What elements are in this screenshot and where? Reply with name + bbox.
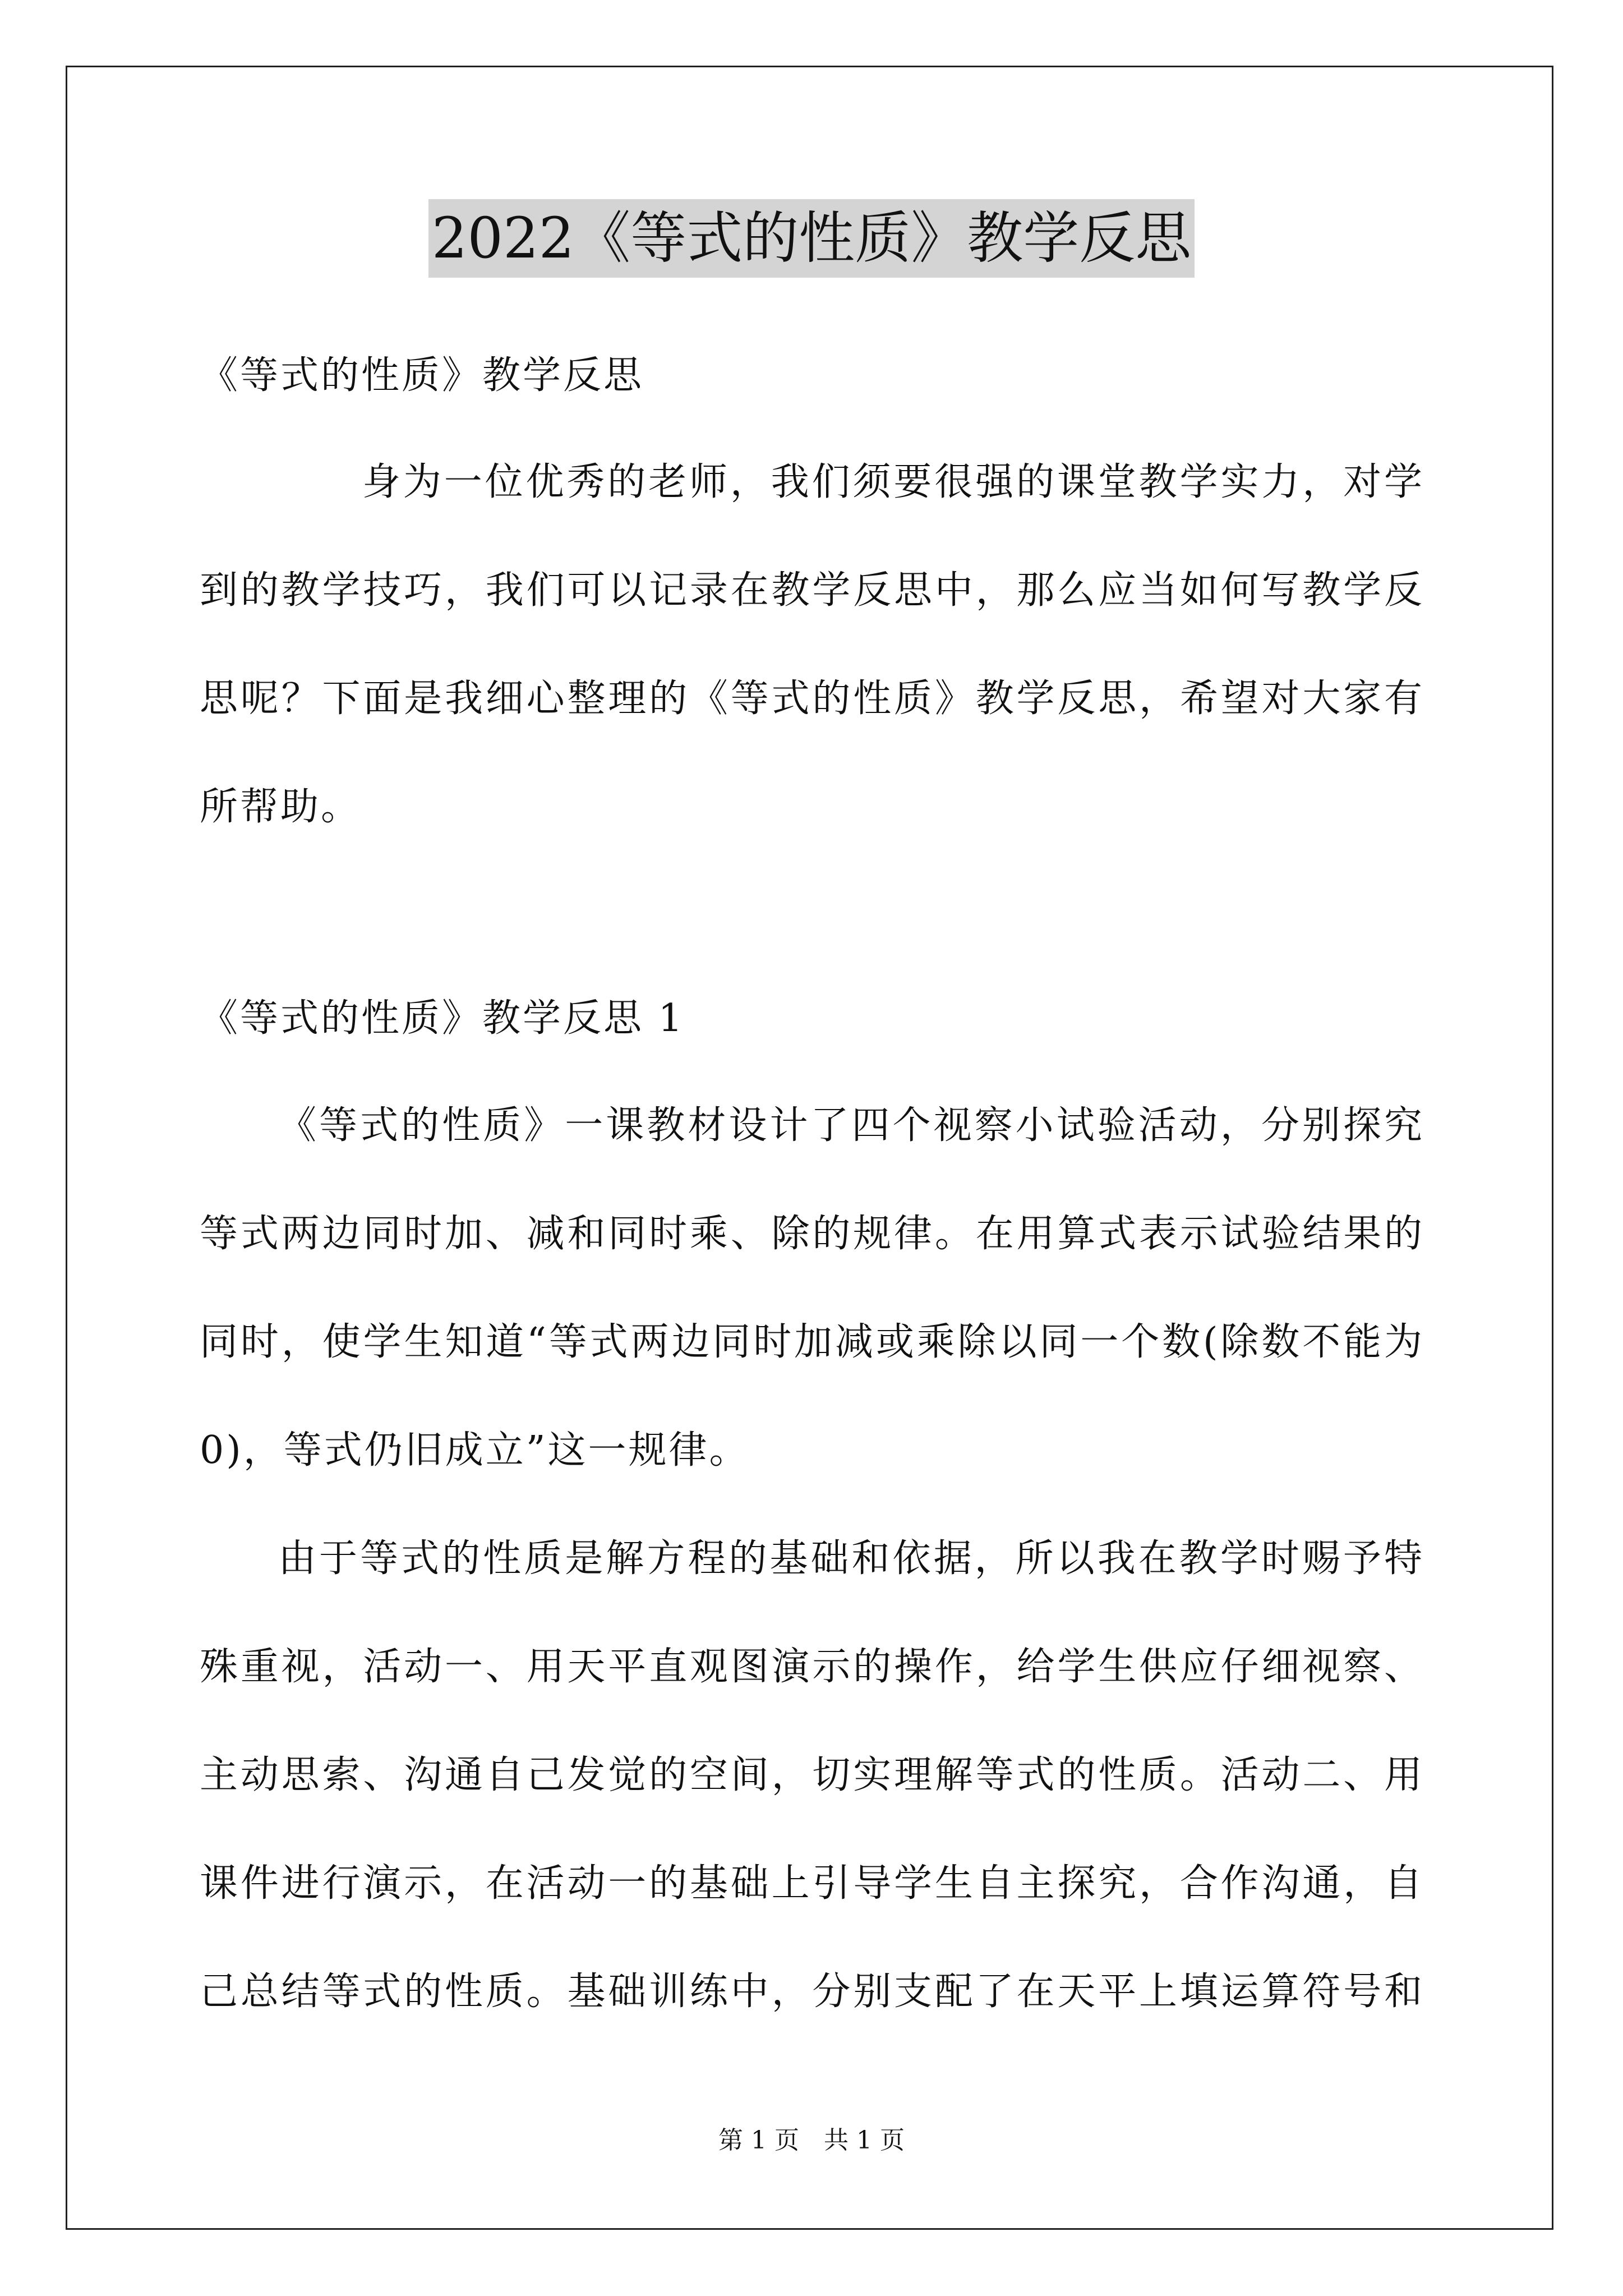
document-title: 2022《等式的性质》教学反思	[428, 199, 1195, 278]
section-heading: 《等式的性质》教学反思 1	[200, 996, 685, 1041]
page-number: 第 1 页 共 1 页	[718, 2126, 905, 2155]
subtitle: 《等式的性质》教学反思	[200, 353, 644, 398]
intro-line: 到的教学技巧，我们可以记录在教学反思中，那么应当如何写教学反	[200, 568, 1424, 613]
paragraph2-line: 主动思索、沟通自己发觉的空间，切实理解等式的性质。活动二、用	[200, 1753, 1424, 1797]
paragraph2-line: 课件进行演示，在活动一的基础上引导学生自主探究，合作沟通，自	[200, 1861, 1424, 1906]
intro-line: 身为一位优秀的老师，我们须要很强的课堂教学实力，对学	[362, 460, 1424, 504]
paragraph1-line: 同时，使学生知道“等式两边同时加减或乘除以同一个数(除数不能为	[200, 1320, 1424, 1364]
intro-line: 思呢？下面是我细心整理的《等式的性质》教学反思，希望对大家有	[200, 677, 1424, 721]
paragraph2-line: 己总结等式的性质。基础训练中，分别支配了在天平上填运算符号和	[200, 1970, 1424, 2014]
paragraph1-line: 0)，等式仍旧成立”这一规律。	[200, 1428, 750, 1473]
intro-line: 所帮助。	[200, 785, 362, 829]
paragraph2-line: 由于等式的性质是解方程的基础和依据，所以我在教学时赐予特	[278, 1536, 1424, 1581]
paragraph1-line: 《等式的性质》一课教材设计了四个视察小试验活动，分别探究	[278, 1103, 1424, 1148]
paragraph2-line: 殊重视，活动一、用天平直观图演示的操作，给学生供应仔细视察、	[200, 1645, 1424, 1689]
paragraph1-line: 等式两边同时加、减和同时乘、除的规律。在用算式表示试验结果的	[200, 1212, 1424, 1256]
title-container	[0, 199, 1623, 278]
